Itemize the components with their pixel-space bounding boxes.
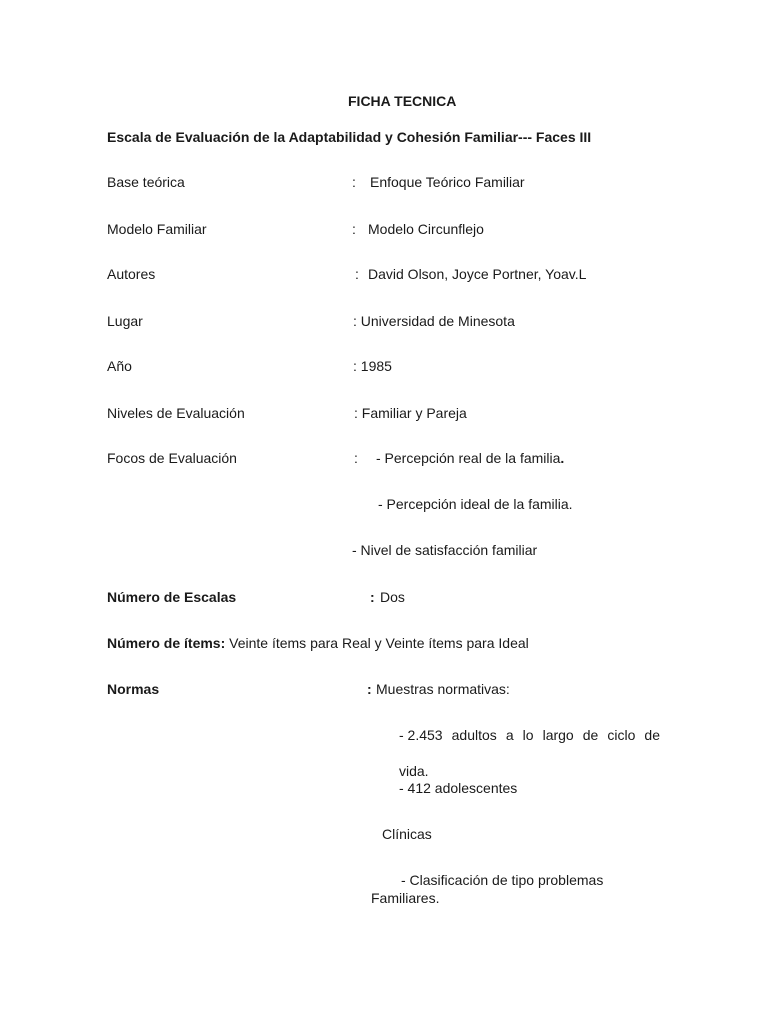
normas-item-1-word: - 2.453 <box>399 727 443 743</box>
field-numero-items <box>107 634 529 652</box>
field-label-numero-items: Número de ítems: <box>107 635 226 651</box>
normas-item-1-word: ciclo <box>607 727 636 743</box>
field-value-numero-escalas: Dos <box>380 589 405 605</box>
field-separator: : <box>367 681 372 697</box>
field-label-focos: Focos de Evaluación <box>107 450 237 466</box>
field-value-focos-1 <box>376 449 564 467</box>
field-value-niveles: : Familiar y Pareja <box>354 405 467 421</box>
normas-item-1 <box>399 726 660 744</box>
page-title: FICHA TECNICA <box>348 93 457 109</box>
normas-item-1-word: adultos <box>451 727 497 743</box>
field-value-modelo-familiar: Modelo Circunflejo <box>368 221 484 237</box>
field-value-autores: David Olson, Joyce Portner, Yoav.L <box>368 266 587 282</box>
field-separator: : <box>354 450 358 466</box>
normas-item-2: - 412 adolescentes <box>399 780 518 796</box>
normas-clinicas-heading: Clínicas <box>382 826 432 842</box>
normas-item-1-cont: vida. <box>399 763 429 779</box>
field-label-niveles: Niveles de Evaluación <box>107 405 245 421</box>
focos-item-period: . <box>560 450 565 466</box>
field-label-modelo-familiar: Modelo Familiar <box>107 221 207 237</box>
field-separator: : <box>352 174 356 190</box>
focos-item-text: - Percepción real de la familia <box>376 450 561 466</box>
field-label-anio: Año <box>107 358 132 374</box>
field-value-lugar: : Universidad de Minesota <box>353 313 515 329</box>
normas-item-1-word: largo <box>542 727 574 743</box>
field-label-normas: Normas <box>107 681 160 697</box>
normas-item-1-word: a <box>505 727 514 743</box>
field-value-normas: Muestras normativas: <box>376 681 510 697</box>
field-label-autores: Autores <box>107 266 156 282</box>
field-value-focos-3: - Nivel de satisfacción familiar <box>352 542 538 558</box>
field-label-numero-escalas: Número de Escalas <box>107 589 237 605</box>
scale-subtitle: Escala de Evaluación de la Adaptabilidad y Cohesión Familiar--- Faces III <box>107 129 592 145</box>
field-separator: : <box>352 221 356 237</box>
field-label-base-teorica: Base teórica <box>107 174 185 190</box>
normas-item-3: - Clasificación de tipo problemas <box>401 872 604 888</box>
normas-item-1-word: de <box>644 727 660 743</box>
field-label-lugar: Lugar <box>107 313 143 329</box>
field-separator: : <box>355 266 359 282</box>
field-value-base-teorica: Enfoque Teórico Familiar <box>370 174 525 190</box>
field-value-focos-2: - Percepción ideal de la familia. <box>378 496 573 512</box>
normas-item-1-word: lo <box>522 727 534 743</box>
normas-item-3-cont: Familiares. <box>371 890 440 906</box>
field-value-numero-items: Veinte ítems para Real y Veinte ítems para Ideal <box>229 635 529 651</box>
normas-item-1-word: de <box>582 727 599 743</box>
field-value-anio: : 1985 <box>353 358 392 374</box>
field-separator: : <box>370 589 375 605</box>
